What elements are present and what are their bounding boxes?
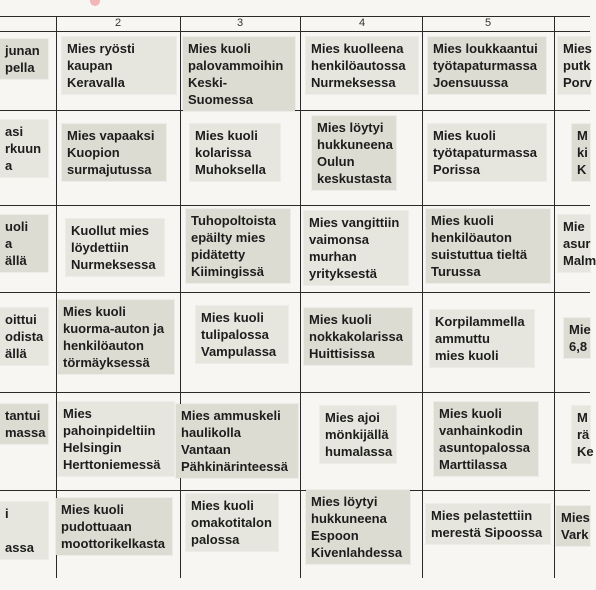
headline-clipping: Kuollut mies löydettiin Nurmeksessa bbox=[66, 219, 164, 276]
column-number: 4 bbox=[358, 17, 366, 29]
headline-clipping: Mies loukkaantui työtapaturmassa Joensuussa bbox=[428, 37, 546, 94]
grid-horizontal-line bbox=[0, 392, 590, 393]
headline-clipping: Mies Vark bbox=[556, 506, 590, 546]
headline-clipping: Mies ammuskeli haulikolla Vantaan Pähkinärinteessä bbox=[176, 404, 298, 478]
headline-clipping: Mies kuoli pudottuaan moottorikelkasta bbox=[56, 498, 172, 555]
headline-clipping: Mies putk Porv bbox=[558, 37, 590, 94]
column-number: 2 bbox=[114, 17, 122, 29]
headline-clipping: Mies kuoli kuorma-auton ja henkilöauton törmäyksessä bbox=[58, 300, 174, 374]
headline-clipping: junan pella bbox=[0, 39, 48, 79]
headline-clipping: Korpilammella ammuttu mies kuoli bbox=[430, 310, 534, 367]
grid-horizontal-line bbox=[0, 31, 590, 32]
red-mark bbox=[90, 0, 100, 6]
headline-clipping: Mies pelastettiin merestä Sipoossa bbox=[426, 504, 550, 544]
headline-clipping: asi rkuun a bbox=[0, 120, 48, 177]
headline-clipping: M rä Ke bbox=[572, 406, 590, 463]
headline-clipping: Mies kuolleena henkilöautossa Nurmeksessa bbox=[306, 37, 418, 94]
headline-clipping: Mies ryösti kaupan Keravalla bbox=[62, 37, 176, 94]
grid-vertical-line bbox=[300, 16, 301, 578]
column-number: 5 bbox=[484, 17, 492, 29]
headline-clipping: Mies kuoli henkilöauton suistuttua tieltä Turussa bbox=[426, 209, 550, 283]
headline-clipping: Mies pahoinpideltiin Helsingin Herttoniemessä bbox=[58, 402, 174, 476]
headline-clipping: Mie asur Malm bbox=[558, 215, 590, 272]
headline-clipping: Mies kuoli kolarissa Muhoksella bbox=[190, 124, 280, 181]
headline-clipping: Mies kuoli tulipalossa Vampulassa bbox=[196, 306, 288, 363]
column-number: 3 bbox=[236, 17, 244, 29]
headline-clipping: Mies löytyi hukkuneena Espoon Kivenlahdessa bbox=[306, 490, 410, 564]
grid-vertical-line bbox=[422, 16, 423, 578]
headline-clipping: M ki K bbox=[572, 124, 590, 181]
grid-horizontal-line bbox=[0, 16, 590, 17]
headline-clipping: Mies vapaaksi Kuopion surmajutussa bbox=[62, 124, 166, 181]
headline-clipping: tantui massa bbox=[0, 404, 48, 444]
headline-clipping: uoli a ällä bbox=[0, 215, 48, 272]
headline-clipping: Mies kuoli omakotitalon palossa bbox=[186, 494, 278, 551]
headline-clipping: Mies kuoli nokkakolarissa Huittisissa bbox=[304, 308, 412, 365]
headline-clipping: Mies kuoli työtapaturmassa Porissa bbox=[428, 124, 546, 181]
headline-clipping: Mies vangittiin vaimonsa murhan yrityksestä bbox=[304, 211, 408, 285]
grid-vertical-line bbox=[56, 16, 57, 578]
grid-horizontal-line bbox=[0, 110, 590, 111]
grid-vertical-line bbox=[554, 16, 555, 578]
headline-clipping: Mies kuoli palovammoihin Keski-Suomessa bbox=[183, 37, 295, 111]
grid-horizontal-line bbox=[0, 205, 590, 206]
headline-clipping: Mie 6,8 bbox=[564, 318, 590, 358]
headline-clipping: Mies ajoi mönkijällä humalassa bbox=[320, 406, 396, 463]
headline-clipping: oittui odista ällä bbox=[0, 308, 48, 365]
grid-vertical-line bbox=[180, 16, 181, 578]
grid-horizontal-line bbox=[0, 490, 590, 491]
headline-clipping: i assa bbox=[0, 502, 48, 559]
headline-clipping: Mies löytyi hukkuneena Oulun keskustasta bbox=[312, 116, 396, 190]
headline-clipping: Tuhopoltoista epäilty mies pidätetty Kiimingissä bbox=[186, 209, 290, 283]
headline-clipping: Mies kuoli vanhainkodin asuntopalossa Marttilassa bbox=[434, 402, 538, 476]
grid-horizontal-line bbox=[0, 292, 590, 293]
